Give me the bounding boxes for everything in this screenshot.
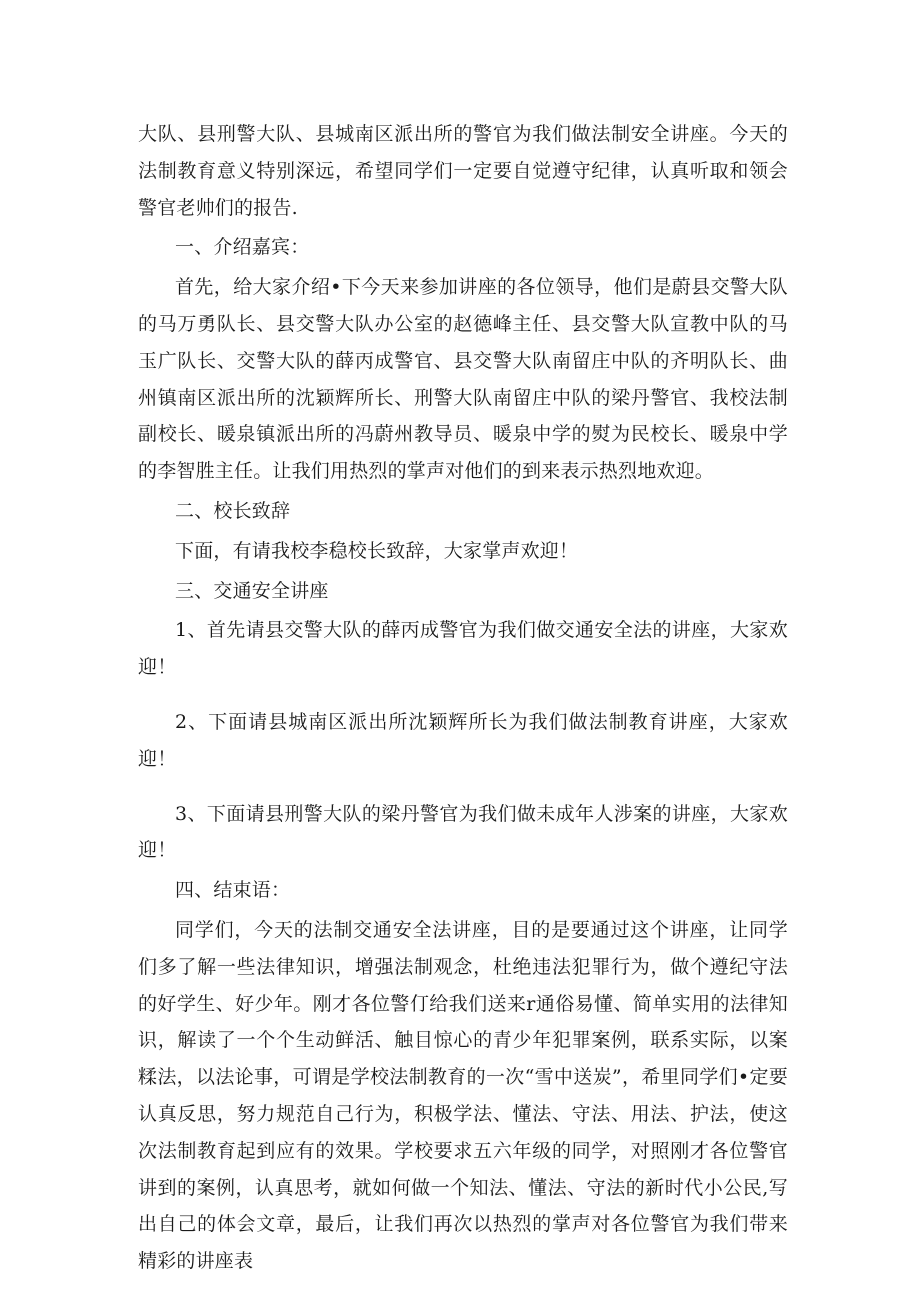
list-item-lecture-2: 2、下面请县城南区派出所沈颖辉所长为我们做法制教育讲座，大家欢迎！ (138, 710, 788, 770)
heading-principal-speech: 二、校长致辞 (175, 499, 291, 522)
paragraph-guest-list: 首先，给大家介绍•下今天来参加讲座的各位领导，他们是蔚县交警大队的马万勇队长、县交警大队办公室的赵德峰主任、县交警大队宣教中队的马玉广队长、交警大队的薛丙成警官、县交警大队南留庄中队的齐明队长、曲州镇南区派出所的沈颖辉所长、刑警大队南留庄中队的梁丹警官、我校法制副校长、暖泉镇派出所的冯蔚州教导员、暖泉中学的熨为民校长、暖泉中学的李智胜主任。让我们用热烈的掌声对他们的到来表示热烈地欢迎。 (138, 276, 788, 483)
paragraph-intro-continuation: 大队、县刑警大队、县城南区派出所的警官为我们做法制安全讲座。今天的法制教育意义特别深远，希望同学们一定要自觉遵守纪律，认真听取和领会警官老帅们的报告. (138, 123, 788, 219)
document-body (138, 116, 788, 1280)
paragraph-closing: 同学们，今天的法制交通安全法讲座，目的是要通过这个讲座，让同学们多了解一些法律知识，增强法制观念，杜绝违法犯罪行为，做个遵纪守法的好学生、好少年。刚才各位警仃给我们送来r通俗易懂、简单实用的法律知识，解读了一个个生动鲜活、触目惊心的青少年犯罪案例，联系实际，以案糅法，以法论事，可谓是学校法制教育的一次“雪中送炭”，希里同学们•定要认真反思，努力规范自己行为，积极学法、懂法、守法、用法、护法，使这次法制教育起到应有的效果。学校要求五六年级的同学，对照刚才各位警官讲到的案例，认真思考，就如何做一个知法、懂法、守法的新时代小公民,写出自己的体会文章，最后，让我们再次以热烈的掌声对各位警官为我们带来精彩的讲座表 (138, 918, 788, 1273)
paragraph-principal-invite: 下面，有请我校李稳校长致辞，大家掌声欢迎！ (175, 539, 579, 562)
heading-introduce-guests: 一、介绍嘉宾： (175, 236, 310, 259)
heading-closing-remarks: 四、结束语： (175, 879, 291, 902)
heading-traffic-safety-lecture: 三、交通安全讲座 (175, 579, 329, 602)
list-item-lecture-1: 1、首先请县交警大队的薛丙成警官为我们做交通安全法的讲座，大家欢迎！ (138, 619, 788, 679)
list-item-lecture-3: 3、下面请县刑警大队的梁丹警官为我们做未成年人涉案的讲座，大家欢迎！ (138, 802, 788, 862)
